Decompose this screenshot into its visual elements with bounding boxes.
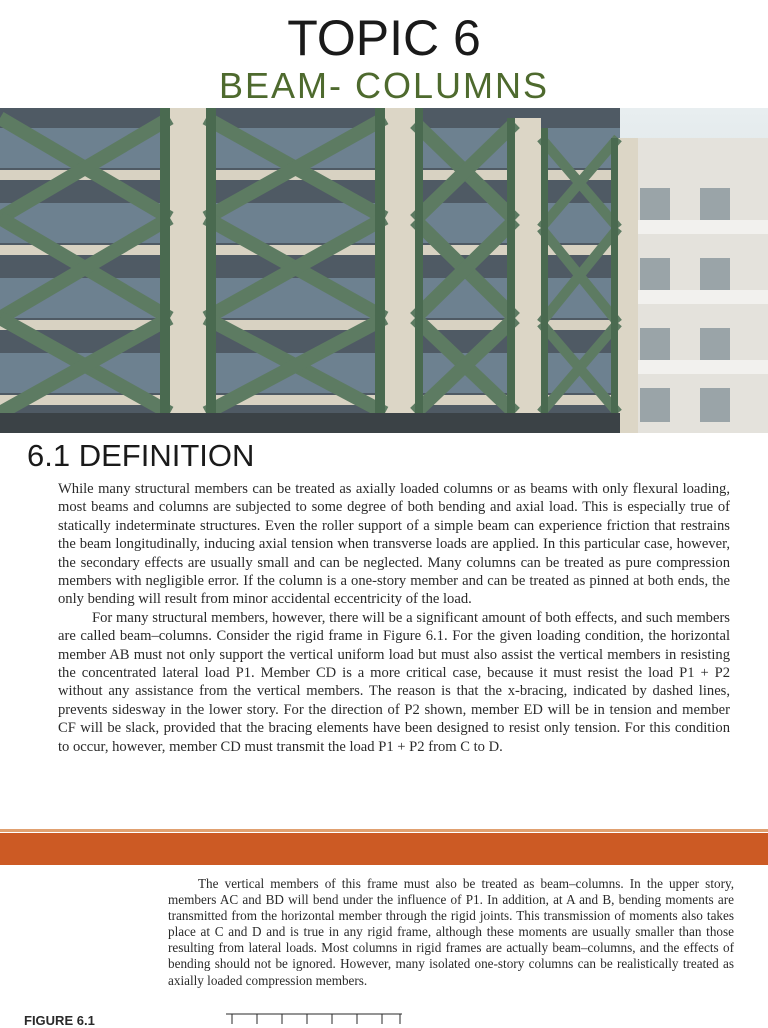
definition-paragraph-2: For many structural members, however, there will be a significant amount of both effects, and such members are called beam–columns. Consider the rigid frame in Figure 6.1. For the given loading condition, the horizontal member AB must not only support the vertical uniform load but must also assist the vertical members in resisting the concentrated lateral load P1. Member CD is a more critical case, because it must resist the load P1 + P2 without any assistance from the vertical members. The reason is that the x-bracing, indicated by dashed lines, prevents sidesway in the lower story. For the direction of P2 shown, member ED will be in tension and member CF will be slack, provided that the bracing elements have been designed to resist only tension. For this condition to occur, however, member CD must transmit the load P1 + P2 from C to D.	[58, 609, 730, 755]
slide-title: TOPIC 6	[287, 10, 481, 66]
building-bracing-photo	[0, 108, 768, 433]
band-divider-line	[0, 829, 768, 832]
orange-band	[0, 833, 768, 865]
section-heading: 6.1 DEFINITION	[27, 438, 255, 473]
figure-label: FIGURE 6.1	[24, 1013, 95, 1028]
definition-paragraph-1: While many structural members can be treated as axially loaded columns or as beams with only flexural loading, most beams and columns are subjected to some degree of both bending and axial load. This is especially true of statically indeterminate structures. Even the roller support of a simple beam can experience friction that restrains the beam longitudinally, inducing axial tension when transverse loads are applied. In this particular case, however, the secondary effects are usually small and can be neglected. Many columns can be treated as pure compression members with negligible error. If the column is a one-story member and can be treated as pinned at both ends, the only bending will result from minor accidental eccentricity of the load.	[58, 481, 730, 608]
continuation-paragraph: The vertical members of this frame must also be treated as beam–columns. In the upper story, members AC and BD will bend under the influence of P1. In addition, at A and B, bending moments are transmitted from the horizontal member through the rigid joints. This transmission of moments also takes place at C and D and is true in any rigid frame, although these moments are usually smaller than those resulting from lateral loads. Most columns in rigid frames are actually beam–columns, and the effects of bending should not be ignored. However, many isolated one-story columns can be realistically treated as axially loaded compression members.	[168, 876, 734, 988]
slide-subtitle: BEAM- COLUMNS	[218, 65, 550, 106]
scanned-text-block-continued	[168, 876, 734, 989]
frame-figure-fragment	[222, 1010, 412, 1024]
scanned-text-block	[58, 480, 730, 756]
